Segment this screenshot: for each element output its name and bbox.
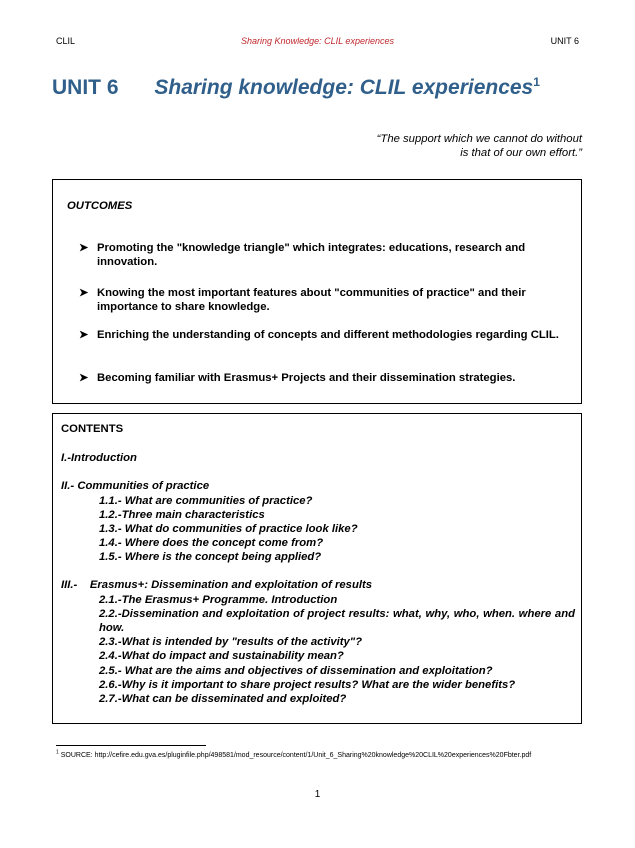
title-name: Sharing knowledge: CLIL experiences [154,76,534,99]
outcome-item [79,241,579,269]
footnote [56,749,532,759]
contents-section-2-title: II.- Communities of practice [61,480,210,492]
page-number: 1 [314,789,321,800]
contents-intro: I.-Introduction [61,452,137,464]
footnote-mark: 1 [56,749,59,756]
toc-item: 1.1.- What are communities of practice? [99,495,313,507]
toc-item: 1.5.- Where is the concept being applied? [99,551,322,563]
footnote-source-link[interactable]: SOURCE: http://cefire.edu.gva.es/pluginfile.php/498581/mod_resource/content/1/Unit_6_Sharing%20knowledge%20CLIL%20experiences%20Fbter.pdf [60,752,532,759]
footnote-divider [56,745,206,746]
outcome-item [79,328,579,342]
header-left: CLIL [56,36,76,46]
toc-item: 2.4.-What do impact and sustainability mean? [99,650,344,662]
quote-line-2: is that of our own effort.” [460,146,582,159]
toc-item: 1.2.-Three main characteristics [99,509,265,521]
toc-item: 1.3.- What do communities of practice look like? [99,523,358,535]
outcome-item [79,371,579,385]
toc-item: 2.1.-The Erasmus+ Programme. Introduction [99,594,338,606]
toc-item: 2.2.-Dissemination and exploitation of project results: what, why, who, when. where and how. [99,608,575,634]
arrow-bullet-icon: ➤ [79,242,89,254]
outcome-text: Becoming familiar with Erasmus+ Projects and their dissemination strategies. [97,372,516,384]
outcome-item [79,286,579,314]
arrow-bullet-icon: ➤ [79,287,89,299]
contents-box [52,413,582,724]
outcome-text: Enriching the understanding of concepts and different methodologies regarding CLIL. [97,329,559,341]
title-footnote-mark[interactable]: 1 [533,75,540,89]
toc-item: 2.7.-What can be disseminated and exploited? [99,693,347,705]
outcome-text: Knowing the most important features about "communities of practice" and their importance to share knowledge. [97,287,526,313]
arrow-bullet-icon: ➤ [79,372,89,384]
quote-line-1: “The support which we cannot do without [376,133,582,145]
header-right: UNIT 6 [550,36,579,46]
toc-item: 2.3.-What is intended by "results of the activity"? [99,636,363,648]
epigraph-quote [377,133,582,160]
page-title [52,76,540,100]
title-unit: UNIT 6 [52,76,119,99]
outcomes-heading: OUTCOMES [67,200,133,212]
toc-item: 2.6.-Why is it important to share project results? What are the wider benefits? [99,679,516,691]
toc-item: 2.5.- What are the aims and objectives of dissemination and exploitation? [99,665,493,677]
header-center: Sharing Knowledge: CLIL experiences [241,36,394,46]
outcome-text: Promoting the "knowledge triangle" which integrates: educations, research and innovation. [97,242,526,268]
toc-item: 1.4.- Where does the concept come from? [99,537,324,549]
contents-heading: CONTENTS [61,423,124,435]
arrow-bullet-icon: ➤ [79,329,89,341]
outcomes-box [52,179,582,404]
contents-section-3-title: III.- Erasmus+: Dissemination and exploitation of results [61,579,373,591]
